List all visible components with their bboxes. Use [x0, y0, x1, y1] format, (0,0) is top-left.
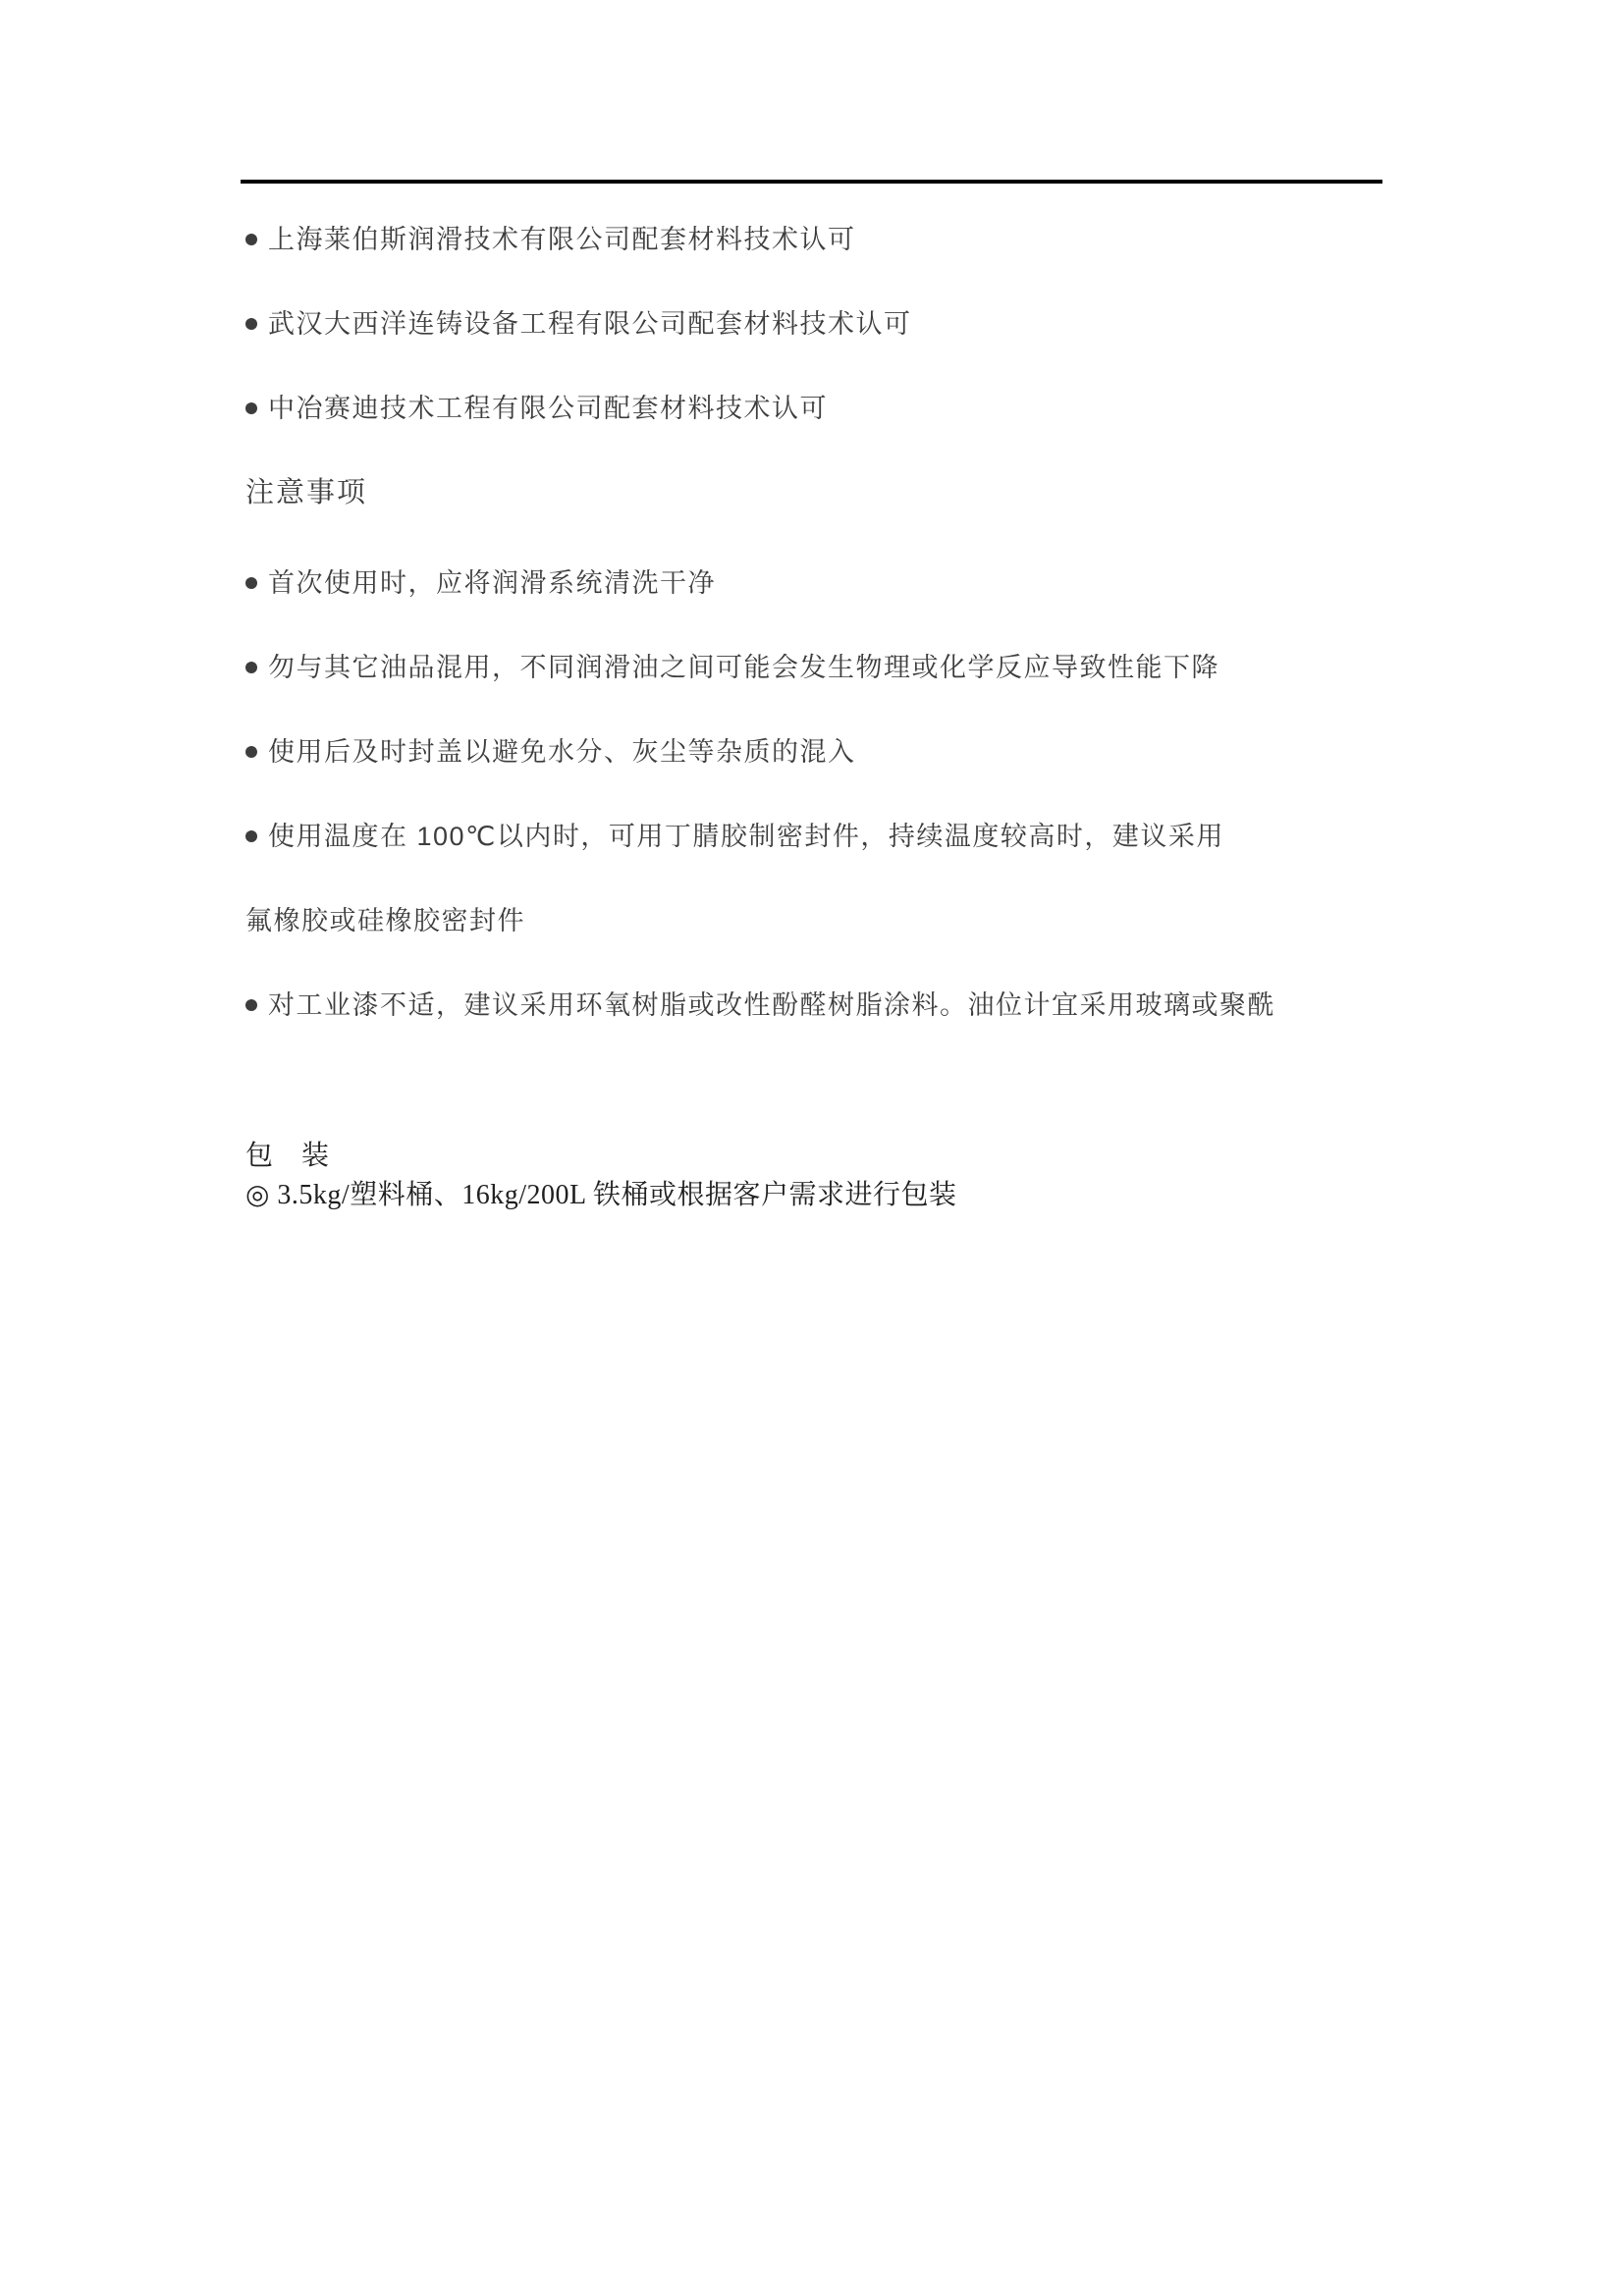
precaution-item: [245, 736, 1434, 768]
precaution-item: [245, 652, 1434, 683]
bullet-icon: [245, 402, 257, 414]
precaution-item: [245, 567, 1434, 599]
approval-item-text: 上海莱伯斯润滑技术有限公司配套材料技术认可: [268, 225, 856, 254]
approval-item-text: 武汉大西洋连铸设备工程有限公司配套材料技术认可: [268, 309, 912, 339]
precaution-continuation-line: 氟橡胶或硅橡胶密封件: [245, 906, 525, 935]
precaution-item-text: 首次使用时，应将润滑系统清洗干净: [268, 568, 716, 598]
bullet-icon: [245, 577, 257, 589]
precaution-item-text: 对工业漆不适，建议采用环氧树脂或改性酚醛树脂涂料。油位计宜采用玻璃或聚酰: [268, 990, 1275, 1020]
approval-item: [245, 308, 1434, 340]
precaution-item-text: 使用温度在 100℃以内时，可用丁腈胶制密封件，持续温度较高时，建议采用: [268, 822, 1224, 851]
bullet-icon: [245, 746, 257, 758]
bullet-icon: [245, 999, 257, 1011]
approval-item: [245, 224, 1434, 255]
packaging-section: [245, 1137, 1434, 1215]
horizontal-rule: [241, 180, 1382, 184]
bullet-icon: [245, 662, 257, 673]
bullet-icon: [245, 234, 257, 245]
document-content: [245, 224, 1434, 1215]
precaution-item: [245, 989, 1434, 1021]
precaution-item-text: 使用后及时封盖以避免水分、灰尘等杂质的混入: [268, 737, 856, 767]
packaging-detail: ◎ 3.5kg/塑料桶、16kg/200L 铁桶或根据客户需求进行包装: [245, 1180, 957, 1210]
bullet-icon: [245, 830, 257, 842]
approval-item-text: 中冶赛迪技术工程有限公司配套材料技术认可: [268, 394, 828, 423]
bullet-icon: [245, 318, 257, 330]
approval-item: [245, 393, 1434, 424]
packaging-heading: 包 装: [245, 1141, 330, 1171]
precaution-item-text: 勿与其它油品混用，不同润滑油之间可能会发生物理或化学反应导致性能下降: [268, 653, 1219, 682]
precautions-heading: 注意事项: [245, 477, 368, 508]
precaution-item: [245, 821, 1434, 852]
